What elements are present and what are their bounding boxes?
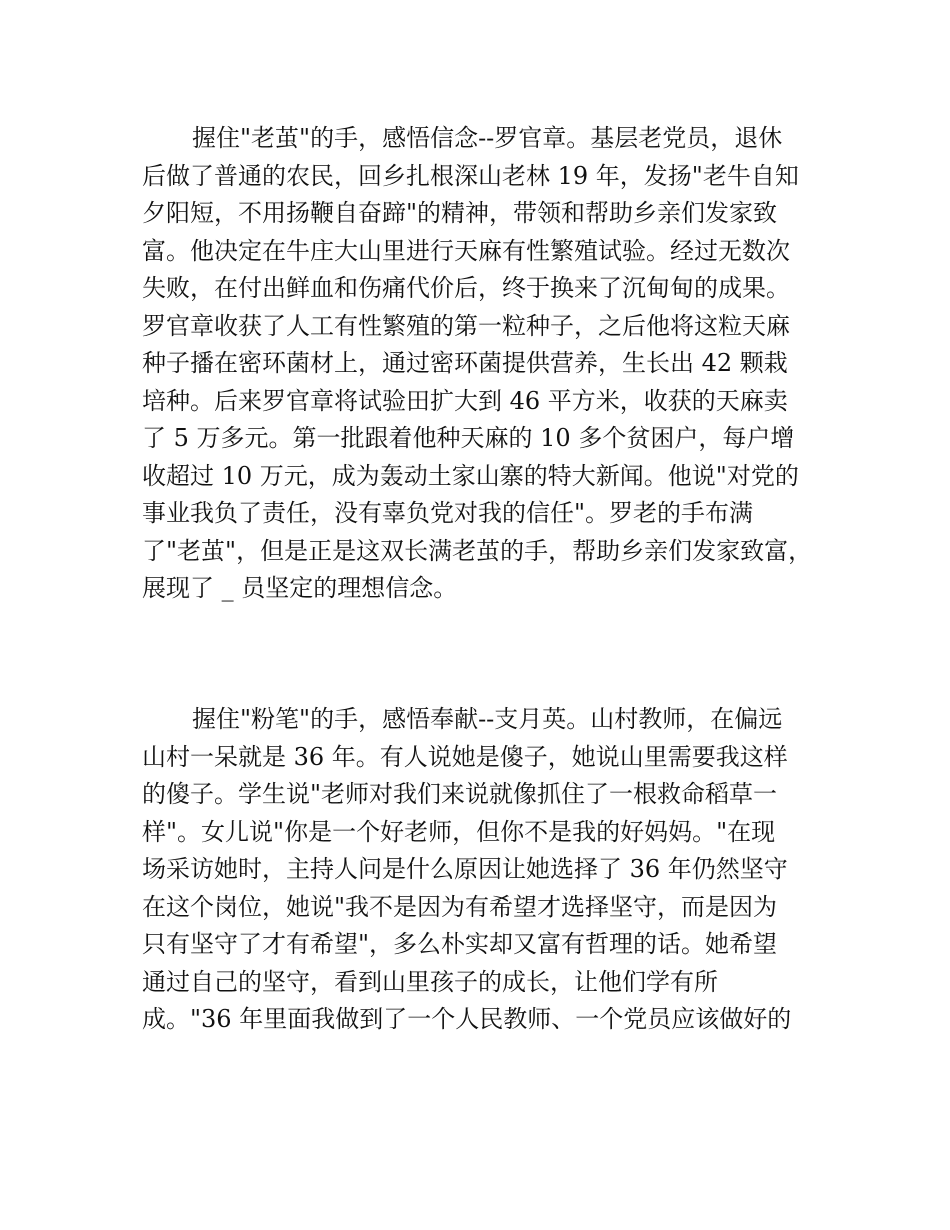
- paragraph-line: 富。他决定在牛庄大山里进行天麻有性繁殖试验。经过无数次: [142, 236, 790, 265]
- paragraph-line: 只有坚守了才有希望"，多么朴实却又富有哲理的话。她希望: [142, 930, 778, 958]
- paragraph-line: 样"。女儿说"你是一个好老师，但你不是我的好妈妈。"在现: [142, 817, 776, 846]
- paragraph-line: 了"老茧"，但是正是这双长满老茧的手，帮助乡亲们发家致富，: [142, 536, 813, 565]
- paragraph-line: 夕阳短，不用扬鞭自奋蹄"的精神，带领和帮助乡亲们发家致: [142, 199, 778, 227]
- paragraph-line: 在这个岗位，她说"我不是因为有希望才选择坚守，而是因为: [142, 892, 778, 921]
- paragraph-line: 握住"老茧"的手，感悟信念--罗官章。基层老党员，退休: [192, 124, 783, 152]
- paragraph-line: 握住"粉笔"的手，感悟奉献--支月英。山村教师，在偏远: [192, 705, 783, 733]
- paragraph-line: 事业我负了责任，没有辜负党对我的信任"。罗老的手布满: [142, 499, 754, 527]
- paragraph-line: 通过自己的坚守，看到山里孩子的成长，让他们学有所: [142, 967, 718, 996]
- paragraph-line: 罗官章收获了人工有性繁殖的第一粒种子，之后他将这粒天麻: [142, 311, 790, 340]
- paragraph-line: 场采访她时，主持人问是什么原因让她选择了 36 年仍然坚守: [142, 855, 788, 883]
- paragraph-line: 山村一呆就是 36 年。有人说她是傻子，她说山里需要我这样: [142, 742, 788, 771]
- paragraph-luo-guanzhang: [142, 120, 842, 608]
- paragraph-line: 后做了普通的农民，回乡扎根深山老林 19 年，发扬"老牛自知: [142, 161, 799, 190]
- paragraph-line: 展现了 _ 员坚定的理想信念。: [142, 574, 458, 602]
- paragraph-line: 种子播在密环菌材上，通过密环菌提供营养，生长出 42 颗栽: [142, 349, 788, 377]
- paragraph-zhi-yueying: [142, 701, 842, 1039]
- paragraph-line: 了 5 万多元。第一批跟着他种天麻的 10 多个贫困户，每户增: [142, 424, 795, 452]
- paragraph-line: 收超过 10 万元，成为轰动土家山寨的特大新闻。他说"对党的: [142, 461, 799, 490]
- paragraph-line: 失败，在付出鲜血和伤痛代价后，终于换来了沉甸甸的成果。: [142, 274, 790, 302]
- paragraph-line: 成。"36 年里面我做到了一个人民教师、一个党员应该做好的: [142, 1005, 792, 1033]
- paragraph-line: 的傻子。学生说"老师对我们来说就像抓住了一根救命稻草一: [142, 780, 778, 808]
- paragraph-line: 培种。后来罗官章将试验田扩大到 46 平方米，收获的天麻卖: [142, 386, 788, 415]
